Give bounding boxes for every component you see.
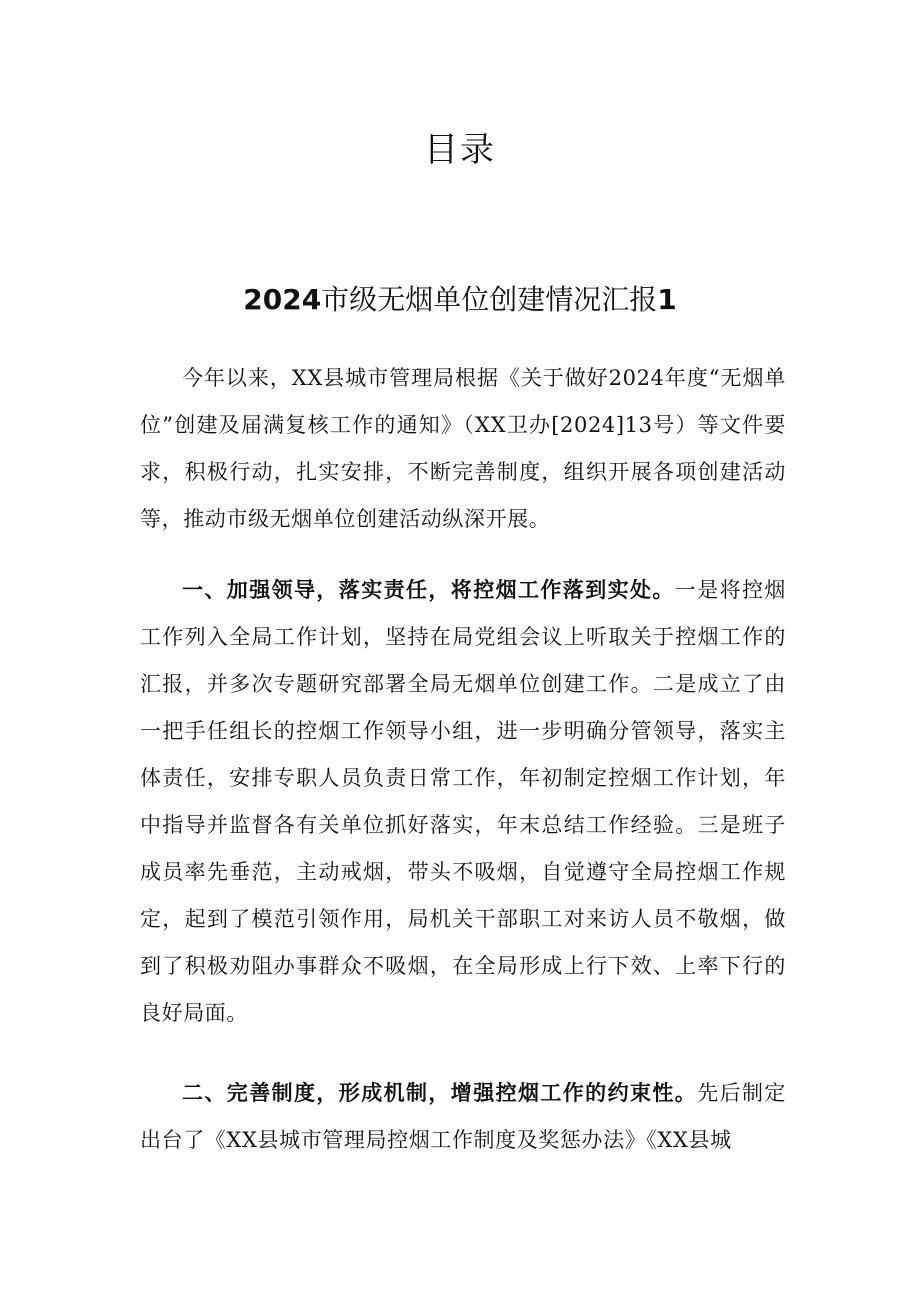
paragraph-section-1 xyxy=(140,566,786,1037)
title-suffix: 1 xyxy=(657,283,677,316)
paragraph-text: 先后制定出台了《XX县城市管理局控烟工作制度及奖惩办法》《XX县城 xyxy=(140,1081,786,1152)
paragraph-lead: 一、加强领导，落实责任，将控烟工作落到实处。 xyxy=(182,577,675,602)
title-year: 2024 xyxy=(243,283,322,316)
paragraph-text: 一是将控烟工作列入全局工作计划，坚持在局党组会议上听取关于控烟工作的汇报，并多次专题研究部署全局无烟单位创建工作。二是成立了由一把手任组长的控烟工作领导小组，进一步明确分管领导，落实主体责任，安排专职人员负责日常工作，年初制定控烟工作计划，年中指导并监督各有关单位抓好落实，年末总结工作经验。三是班子成员率先垂范，主动戒烟，带头不吸烟，自觉遵守全局控烟工作规定，起到了模范引领作用，局机关干部职工对来访人员不敬烟，做到了积极劝阻办事群众不吸烟，在全局形成上行下效、上率下行的良好局面。 xyxy=(140,578,786,1025)
document-title xyxy=(0,278,920,322)
title-text: 市级无烟单位创建情况汇报 xyxy=(321,283,658,316)
paragraph-lead: 二、完善制度，形成机制，增强控烟工作的约束性。 xyxy=(182,1080,698,1105)
paragraph-section-2 xyxy=(140,1069,786,1164)
toc-title: 目录 xyxy=(424,130,496,170)
paragraph-intro xyxy=(140,354,786,543)
paragraph-text: 今年以来，XX县城市管理局根据《关于做好2024年度“无烟单位”创建及届满复核工作的通知》（XX卫办[2024]13号）等文件要求，积极行动，扎实安排，不断完善制度，组织开展各项创建活动等，推动市级无烟单位创建活动纵深开展。 xyxy=(140,366,786,531)
